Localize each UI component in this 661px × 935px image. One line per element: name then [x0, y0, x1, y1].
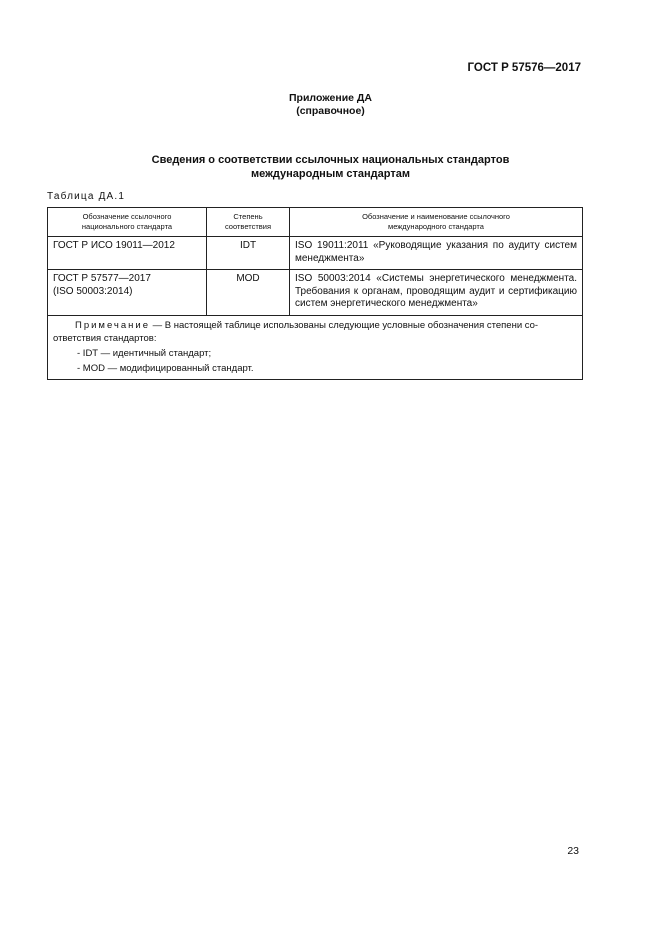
section-title-line2: международным стандартам — [251, 168, 410, 180]
header-international-standard — [290, 208, 583, 237]
document-code: ГОСТ Р 57576—2017 — [467, 62, 581, 74]
annex-subtitle: (справочное) — [296, 105, 365, 117]
header-national-line2: национального стандарта — [81, 222, 173, 231]
table-note-row — [48, 315, 583, 379]
page-number: 23 — [567, 845, 579, 857]
note-label: Примечание — [75, 319, 150, 331]
table-note — [48, 315, 583, 379]
header-degree — [207, 208, 290, 237]
section-title-line1: Сведения о соответствии ссылочных национальных стандартов — [151, 154, 510, 166]
table-header-row — [48, 208, 583, 237]
correspondence-table — [47, 207, 583, 380]
table-label: Таблица ДА.1 — [47, 191, 126, 202]
national-designation: ГОСТ Р 57577—2017 — [53, 273, 151, 284]
header-national-line1: Обозначение ссылочного — [82, 212, 172, 221]
table-row — [48, 237, 583, 270]
national-designation-iso: (ISO 50003:2014) — [53, 285, 133, 297]
cell-international: ISO 19011:2011 «Руководящие указания по аудиту систем менеджмента» — [290, 237, 583, 270]
table-row — [48, 270, 583, 316]
section-title — [60, 153, 601, 181]
cell-degree: MOD — [207, 270, 290, 316]
cell-national — [48, 237, 207, 270]
cell-national — [48, 270, 207, 316]
cell-international: ISO 50003:2014 «Системы энергетического менеджмента. Требования к органам, проводящим аудит и сертификацию систем энергетического менеджмента» — [290, 270, 583, 316]
header-international-line1: Обозначение и наименование ссылочного — [362, 212, 510, 221]
header-degree-line1: Степень — [233, 212, 263, 221]
header-national-standard — [48, 208, 207, 237]
note-item-idt: - IDT — идентичный стандарт; — [77, 347, 212, 359]
annex-heading — [0, 92, 661, 118]
header-degree-line2: соответствия — [224, 222, 272, 231]
note-item-mod: - MOD — модифицированный стандарт. — [77, 362, 254, 374]
note-text: — В настоящей таблице использованы следующие условные обозначения степени со-ответствия стандартов: — [53, 319, 539, 344]
cell-degree: IDT — [207, 237, 290, 270]
header-international-line2: международного стандарта — [388, 222, 484, 231]
national-designation: ГОСТ Р ИСО 19011—2012 — [53, 240, 175, 251]
annex-title: Приложение ДА — [289, 92, 372, 104]
